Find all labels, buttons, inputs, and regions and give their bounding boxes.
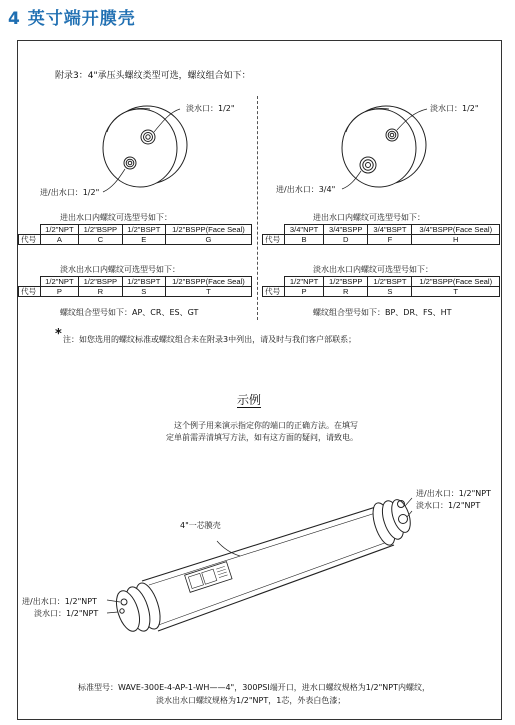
left-combo-models: 螺纹组合型号如下：AP、CR、ES、GT <box>60 308 199 317</box>
table-row-label: 代号 <box>263 287 285 297</box>
right-fresh-water-callout: 淡水口：1/2" <box>430 104 479 113</box>
left-inlet-table-title: 进出水口内螺纹可选型号如下： <box>60 213 172 222</box>
table-row <box>263 225 500 235</box>
left-port-fresh-label: 淡水口：1/2"NPT <box>34 609 99 618</box>
right-inlet-table-title: 进出水口内螺纹可选型号如下： <box>313 213 425 222</box>
table-row <box>19 235 252 245</box>
table-corner <box>263 277 285 287</box>
table-cell: S <box>122 287 165 297</box>
table-header: 1/2"NPT <box>40 225 78 235</box>
left-inlet-thread-table <box>18 224 252 245</box>
table-row <box>263 277 500 287</box>
right-port-inlet-label: 进/出水口：1/2"NPT <box>416 489 491 498</box>
model-description-line1: 标准型号：WAVE-300E-4-AP-1-WH——4"，300PSI端开口，进水口螺纹规格为1/2"NPT内螺纹， <box>78 683 430 692</box>
shell-label: 4"一芯膜壳 <box>180 521 221 530</box>
left-fresh-table-title: 淡水出水口内螺纹可选型号如下： <box>60 265 180 274</box>
table-corner <box>263 225 285 235</box>
right-inlet-thread-table <box>262 224 500 245</box>
table-cell: E <box>122 235 165 245</box>
table-row-label: 代号 <box>19 235 41 245</box>
table-cell: H <box>412 235 500 245</box>
table-cell: T <box>165 287 251 297</box>
table-cell: G <box>165 235 251 245</box>
appendix-intro: 附录3：4"承压头螺纹类型可选，螺纹组合如下： <box>55 71 251 81</box>
table-cell: C <box>79 235 123 245</box>
example-description-line2: 定单前需弄清填写方法，如有这方面的疑问，请致电。 <box>166 433 358 442</box>
note-star: * <box>55 327 62 342</box>
right-combo-models: 螺纹组合型号如下：BP、DR、FS、HT <box>313 308 452 317</box>
table-cell: P <box>285 287 324 297</box>
table-cell: R <box>79 287 123 297</box>
table-header: 1/2"BSPP <box>79 225 123 235</box>
example-description-line1: 这个例子用来演示指定你的端口的正确方法。在填写 <box>174 421 358 430</box>
table-row <box>263 287 500 297</box>
model-description-line2: 淡水出水口螺纹规格为1/2"NPT，1芯，外表白色漆； <box>156 696 346 705</box>
table-cell: B <box>285 235 324 245</box>
table-cell: D <box>324 235 368 245</box>
table-row <box>19 287 252 297</box>
table-header: 3/4"BSPP(Face Seal) <box>412 225 500 235</box>
membrane-shell-drawing <box>107 497 414 634</box>
table-cell: S <box>368 287 412 297</box>
table-header: 1/2"BSPT <box>122 277 165 287</box>
table-row <box>263 235 500 245</box>
left-fresh-water-callout: 淡水口：1/2" <box>186 104 235 113</box>
table-cell: F <box>368 235 412 245</box>
table-header: 1/2"BSPP <box>79 277 123 287</box>
left-port-inlet-label: 进/出水口：1/2"NPT <box>22 597 97 606</box>
table-row-label: 代号 <box>263 235 285 245</box>
table-header: 1/2"BSPP(Face Seal) <box>412 277 500 287</box>
table-header: 1/2"BSPP(Face Seal) <box>165 277 251 287</box>
table-header: 1/2"BSPP(Face Seal) <box>165 225 251 235</box>
table-header: 3/4"BSPT <box>368 225 412 235</box>
table-header: 3/4"NPT <box>285 225 324 235</box>
table-header: 1/2"BSPP <box>324 277 368 287</box>
page-heading: 4 英寸端开膜壳 <box>8 9 136 29</box>
right-port-fresh-label: 淡水口：1/2"NPT <box>416 501 481 510</box>
table-header: 3/4"BSPP <box>324 225 368 235</box>
table-corner <box>19 277 41 287</box>
right-inlet-outlet-callout: 进/出水口：3/4" <box>276 185 336 194</box>
example-title: 示例 <box>237 393 262 407</box>
table-header: 1/2"NPT <box>40 277 78 287</box>
table-header: 1/2"NPT <box>285 277 324 287</box>
left-endcap-drawing <box>103 106 187 192</box>
left-fresh-thread-table <box>18 276 252 297</box>
right-fresh-table-title: 淡水出水口内螺纹可选型号如下： <box>313 265 433 274</box>
note-text: 注：如您选用的螺纹标准或螺纹组合未在附录3中列出，请及时与我们客户部联系； <box>63 335 357 344</box>
table-row <box>19 277 252 287</box>
table-cell: T <box>412 287 500 297</box>
left-inlet-outlet-callout: 进/出水口：1/2" <box>40 188 100 197</box>
right-fresh-thread-table <box>262 276 500 297</box>
table-cell: P <box>40 287 78 297</box>
table-cell: A <box>40 235 78 245</box>
table-header: 1/2"BSPT <box>368 277 412 287</box>
table-row <box>19 225 252 235</box>
table-corner <box>19 225 41 235</box>
right-endcap-drawing <box>342 106 427 189</box>
table-row-label: 代号 <box>19 287 41 297</box>
table-header: 1/2"BSPT <box>122 225 165 235</box>
table-cell: R <box>324 287 368 297</box>
